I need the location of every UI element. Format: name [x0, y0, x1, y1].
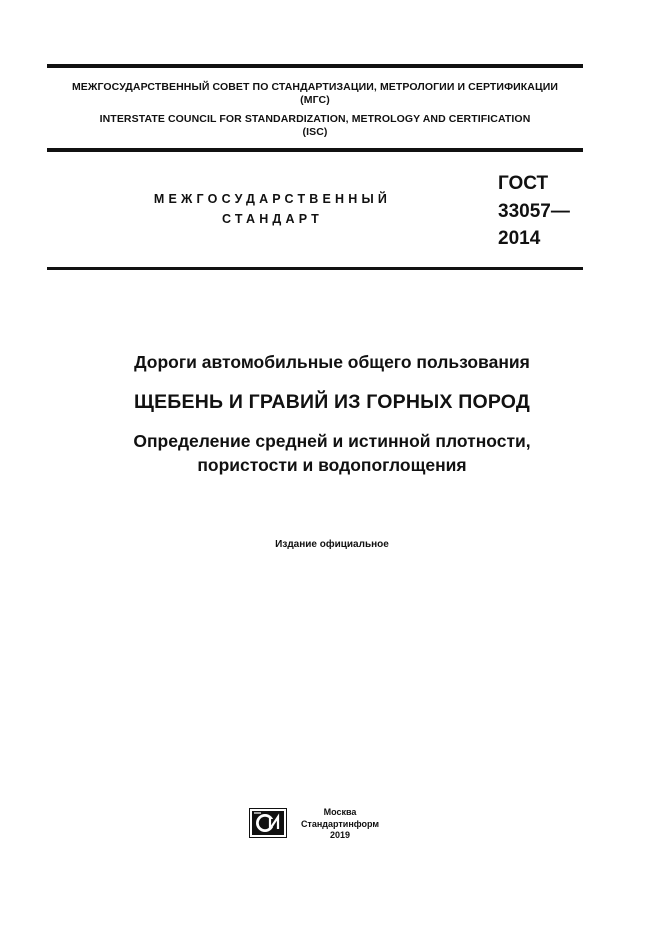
title-main: ЩЕБЕНЬ И ГРАВИЙ ИЗ ГОРНЫХ ПОРОД	[134, 391, 530, 413]
title-subtitle	[47, 429, 617, 477]
publisher-city: Москва	[323, 807, 357, 817]
designation-prefix: ГОСТ	[498, 173, 549, 194]
standard-designation	[498, 170, 570, 253]
council-abbr-en: (ISC)	[302, 126, 328, 138]
publisher-name: Стандартинформ	[300, 818, 380, 829]
top-rule	[47, 64, 583, 68]
council-name-en-line: INTERSTATE COUNCIL FOR STANDARDIZATION, METROLOGY AND CERTIFICATION	[99, 113, 531, 125]
middle-rule	[47, 148, 583, 152]
council-name-ru-line: МЕЖГОСУДАРСТВЕННЫЙ СОВЕТ ПО СТАНДАРТИЗАЦИИ, МЕТРОЛОГИИ И СЕРТИФИКАЦИИ	[71, 81, 559, 93]
lower-rule	[47, 267, 583, 270]
council-name-ru	[47, 81, 583, 107]
publisher-imprint	[295, 807, 385, 842]
title-scope: Дороги автомобильные общего пользования	[134, 352, 530, 372]
council-name-en	[47, 113, 583, 139]
title-subtitle-line1: Определение средней и истинной плотности,	[133, 431, 531, 451]
standard-kind-line1: МЕЖГОСУДАРСТВЕННЫЙ	[153, 192, 392, 206]
edition-note: Издание официальное	[275, 539, 389, 550]
publisher-logo-icon	[249, 808, 287, 838]
designation-number: 33057—	[498, 200, 570, 222]
designation-year: 2014	[498, 228, 541, 249]
standard-kind-line2: СТАНДАРТ	[222, 212, 323, 226]
title-subtitle-line2: пористости и водопоглощения	[197, 455, 467, 475]
publisher-year: 2019	[329, 830, 351, 840]
council-abbr-ru: (МГС)	[300, 94, 330, 106]
standard-kind	[140, 189, 405, 229]
